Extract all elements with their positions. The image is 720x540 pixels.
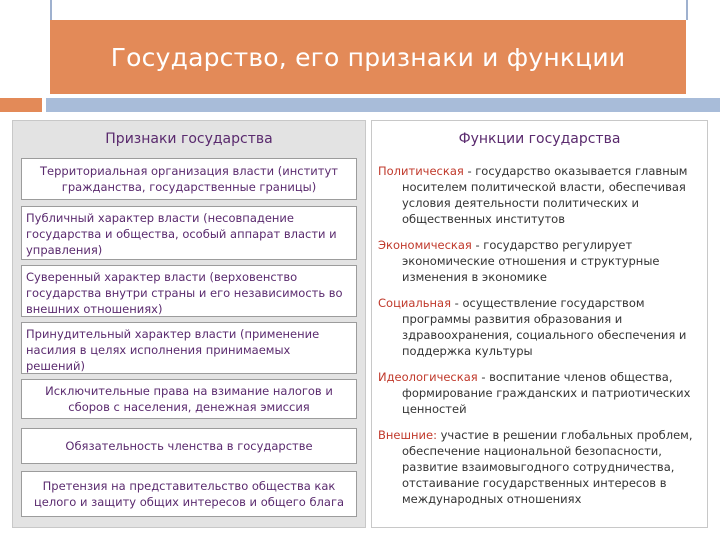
function-line: изменения в экономике (402, 270, 547, 284)
function-item-political (378, 163, 700, 227)
function-line: обеспечение национальной безопасности, (402, 444, 662, 458)
sign-item: Суверенный характер власти (верховенство государства внутри страны и его независимость во внешних отношениях) (21, 265, 357, 317)
sign-item: Принудительный характер власти (применение насилия в целях исполнения принимаемых решений) (21, 322, 357, 374)
decor-bar-blue (46, 98, 720, 112)
function-line: условия деятельности политических и (402, 196, 639, 210)
function-text: участие в решении глобальных проблем, (436, 428, 693, 442)
function-lead: Экономическая (378, 238, 472, 252)
sign-item: Территориальная организация власти (институт гражданства, государственные границы) (21, 158, 357, 200)
slide-title: Государство, его признаки и функции (110, 42, 626, 72)
function-text: - государство регулирует (471, 238, 633, 252)
decor-bar-orange (0, 98, 42, 112)
signs-panel (12, 120, 366, 528)
function-line: носителем политической власти, обеспечивая (402, 180, 686, 194)
function-text: - воспитание членов общества, (477, 370, 673, 384)
signs-header: Признаки государства (105, 131, 273, 147)
functions-header: Функции государства (458, 131, 621, 147)
function-line: ценностей (402, 402, 467, 416)
function-item-ideological (378, 369, 700, 417)
function-line: развитие взаимовыгодного сотрудничества, (402, 460, 675, 474)
function-lead: Внешние: (378, 428, 437, 442)
function-item-social (378, 295, 700, 359)
sign-item: Публичный характер власти (несовпадение государства и общества, особый аппарат власти и управления) (21, 206, 357, 260)
function-line: поддержка культуры (402, 344, 533, 358)
function-item-external (378, 427, 700, 507)
function-line: здравоохранения, социального обеспечения и (402, 328, 687, 342)
decor-line-left (50, 0, 52, 20)
function-text: - осуществление государством (451, 296, 645, 310)
function-line: международных отношениях (402, 492, 582, 506)
function-line: экономические отношения и структурные (402, 254, 660, 268)
sign-item: Обязательность членства в государстве (21, 428, 357, 464)
function-line: формирование гражданских и патриотических (402, 386, 691, 400)
functions-panel (371, 120, 708, 528)
title-bar (50, 20, 686, 94)
function-line: общественных институтов (402, 212, 565, 226)
function-item-economic (378, 237, 700, 285)
function-text: - государство оказывается главным (463, 164, 688, 178)
decor-line-right (686, 0, 688, 20)
function-line: отстаивание государственных интересов в (402, 476, 667, 490)
sign-item: Исключительные права на взимание налогов и сборов с населения, денежная эмиссия (21, 379, 357, 419)
function-lead: Идеологическая (378, 370, 478, 384)
function-lead: Социальная (378, 296, 452, 310)
sign-item: Претензия на представительство общества как целого и защиту общих интересов и общего блага (21, 471, 357, 517)
function-lead: Политическая (378, 164, 464, 178)
function-line: программы развития образования и (402, 312, 623, 326)
